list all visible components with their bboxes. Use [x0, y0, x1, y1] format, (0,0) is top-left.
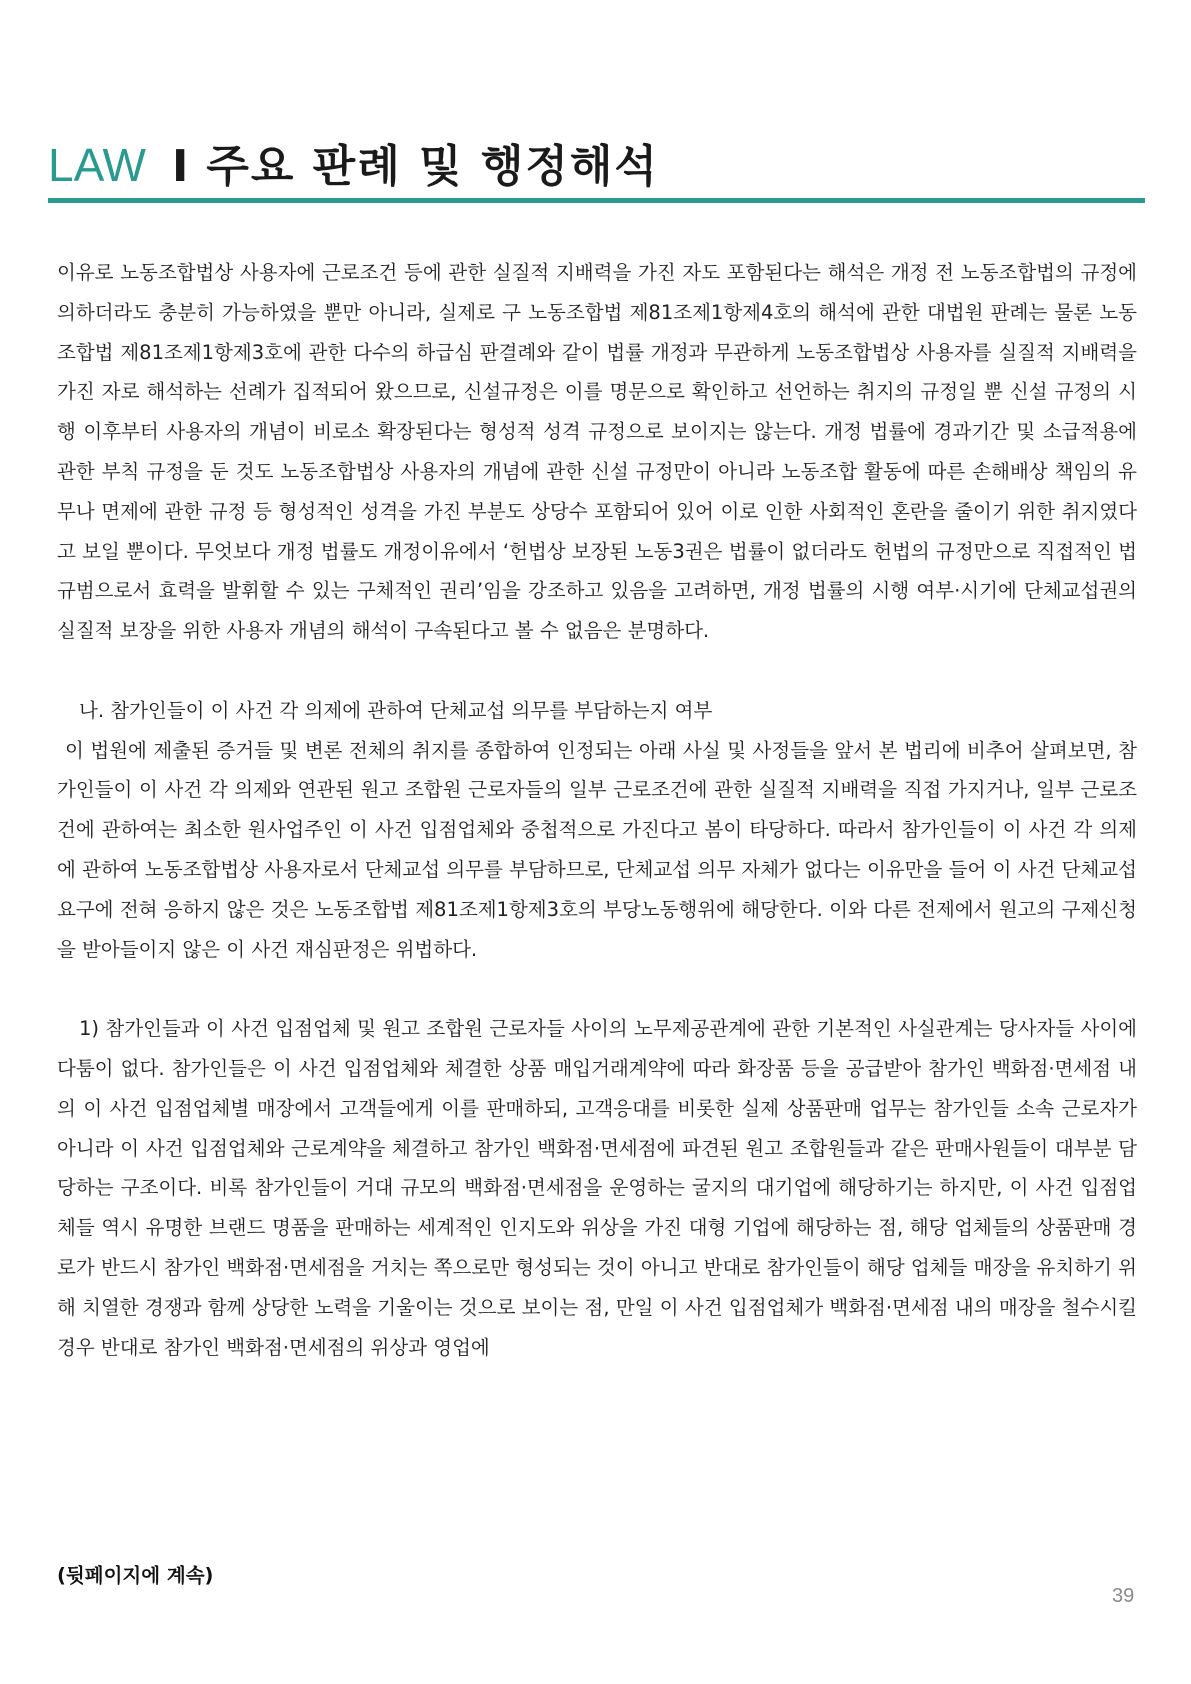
section-heading-na: 나. 참가인들이 이 사건 각 의제에 관하여 단체교섭 의무를 부담하는지 여부 [79, 698, 713, 722]
page-number: 39 [1112, 1585, 1135, 1607]
continued-note: (뒷페이지에 계속) [57, 1564, 214, 1587]
header-divider [48, 198, 1145, 203]
law-label: LAW [48, 139, 146, 191]
page-header [48, 130, 1142, 194]
header-separator: I [171, 141, 189, 192]
paragraph-1: 이유로 노동조합법상 사용자에 근로조건 등에 관한 실질적 지배력을 가진 자도 포함된다는 해석은 개정 전 노동조합법의 규정에 의하더라도 충분히 가능하였을 뿐만 아니라, 실제로 구 노동조합법 제81조제1항제4호의 해석에 관한 대법원 판례는 물론 노동조합법 제81조제1항제3호에 관한 다수의 하급심 판결례와 같이 법률 개정과 무관하게 노동조합법상 사용자를 실질적 지배력을 가진 자로 해석하는 선례가 집적되어 왔으므로, 신설규정은 이를 명문으로 확인하고 선언하는 취지의 규정일 뿐 신설 규정의 시행 이후부터 사용자의 개념이 비로소 확장된다는 형성적 성격 규정으로 보이지는 않는다. 개정 법률에 경과기간 및 소급적용에 관한 부칙 규정을 둔 것도 노동조합법상 사용자의 개념에 관한 신설 규정만이 아니라 노동조합 활동에 따른 손해배상 책임의 유무나 면제에 관한 규정 등 형성적인 성격을 가진 부분도 상당수 포함되어 있어 이로 인한 사회적인 혼란을 줄이기 위한 취지였다고 보일 뿐이다. 무엇보다 개정 법률도 개정이유에서 ‘헌법상 보장된 노동3권은 법률이 없더라도 헌법의 규정만으로 직접적인 법규범으로서 효력을 발휘할 수 있는 구체적인 권리’임을 강조하고 있음을 고려하면, 개정 법률의 시행 여부·시기에 단체교섭권의 실질적 보장을 위한 사용자 개념의 해석이 구속된다고 볼 수 없음은 분명하다. [57, 261, 1137, 643]
paragraph-3: 1) 참가인들과 이 사건 입점업체 및 원고 조합원 근로자들 사이의 노무제공관계에 관한 기본적인 사실관계는 당사자들 사이에 다툼이 없다. 참가인들은 이 사건 입점업체와 체결한 상품 매입거래계약에 따라 화장품 등을 공급받아 참가인 백화점·면세점 내의 이 사건 입점업체별 매장에서 고객들에게 이를 판매하되, 고객응대를 비롯한 실제 상품판매 업무는 참가인들 소속 근로자가 아니라 이 사건 입점업체와 근로계약을 체결하고 참가인 백화점·면세점에 파견된 원고 조합원들과 같은 판매사원들이 대부분 담당하는 구조이다. 비록 참가인들이 거대 규모의 백화점·면세점을 운영하는 굴지의 대기업에 해당하기는 하지만, 이 사건 입점업체들 역시 유명한 브랜드 명품을 판매하는 세계적인 인지도와 위상을 가진 대형 기업에 해당하는 점, 해당 업체들의 상품판매 경로가 반드시 참가인 백화점·면세점을 거치는 쪽으로만 형성되는 것이 아니고 반대로 참가인들이 해당 업체들 매장을 유치하기 위해 치열한 경쟁과 함께 상당한 노력을 기울이는 것으로 보이는 점, 만일 이 사건 입점업체가 백화점·면세점 내의 매장을 철수시킬 경우 반대로 참가인 백화점·면세점의 위상과 영업에 [57, 1017, 1137, 1359]
page-title: 주요 판례 및 행정해석 [206, 141, 659, 192]
paragraph-2: 이 법원에 제출된 증거들 및 변론 전체의 취지를 종합하여 인정되는 아래 사실 및 사정들을 앞서 본 법리에 비추어 살펴보면, 참가인들이 이 사건 각 의제와 연관된 원고 조합원 근로자들의 일부 근로조건에 관한 실질적 지배력을 직접 가지거나, 일부 근로조건에 관하여는 최소한 원사업주인 이 사건 입점업체와 중첩적으로 가진다고 봄이 타당하다. 따라서 참가인들이 이 사건 각 의제에 관하여 노동조합법상 사용자로서 단체교섭 의무를 부담하므로, 단체교섭 의무 자체가 없다는 이유만을 들어 이 사건 단체교섭 요구에 전혀 응하지 않은 것은 노동조합법 제81조제1항제3호의 부당노동행위에 해당한다. 이와 다른 전제에서 원고의 구제신청을 받아들이지 않은 이 사건 재심판정은 위법하다. [57, 738, 1137, 961]
document-body [57, 253, 1137, 1367]
